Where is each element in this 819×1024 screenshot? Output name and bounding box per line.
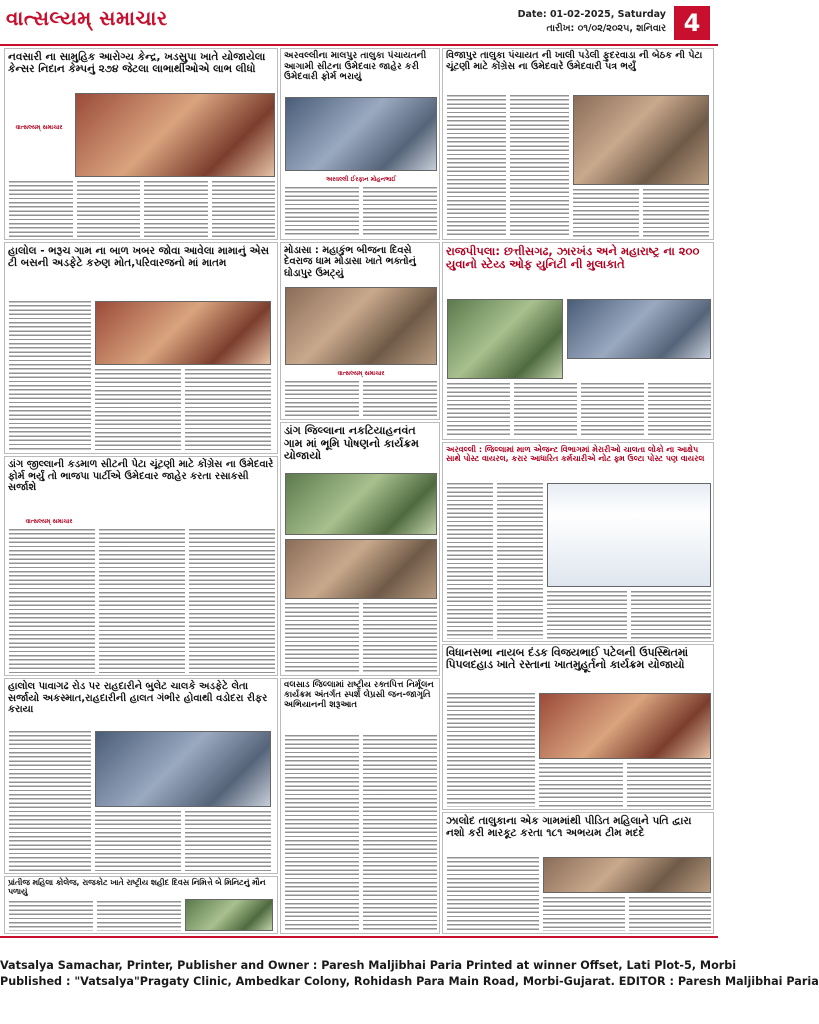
- story-headline: હાલોલ પાવાગઢ રોડ પર રાહદારીને બુલેટ ચાલકે અડફેટે લેતા સર્જાયો અકસ્માત,રાહદારીની હાલત ગંભીર હોવાથી વડોદરા રીફર કરાયા: [8, 681, 268, 715]
- story-body: [447, 857, 539, 931]
- story-photo: [573, 95, 709, 185]
- story-photo: [185, 899, 273, 931]
- story-photo: [285, 97, 437, 171]
- story-photo-2: [285, 539, 437, 599]
- story-byline: વાત્સલ્યમ્ સમાચાર: [25, 518, 73, 525]
- story-halol-bullet-accident: [4, 678, 278, 874]
- story-body-2: [95, 811, 271, 871]
- story-headline: વિધાનસભા નાયબ દંડક વિજયભાઈ પટેલની ઉપસ્થિતમાં પિપલદહાડ ખાતે રસ્તાના ખાતમુહૂર્તનો કાર્યક્રમ યોજાયો: [446, 646, 689, 672]
- story-headline: અરવલ્લી : જિલ્લામાં માળ એજન્ટ વિભાગમાં મેરારીઓ ચાલતા લોકો ના આક્ષેપ સાથે પોસ્ટ વાયરલ, કરાર આધારિત કર્મચારીએ નોટ ફ્ર્મ ઉલ્ટા પોસ્ટ પણ વાયરલ: [446, 445, 705, 464]
- story-malpur-election: [280, 48, 440, 240]
- story-dang-bhumi-poshan: [280, 422, 440, 676]
- story-headline: ડાંગ જિલ્લાના નકટિયાહનવંત ગામ માં ભૂમિ પોષણનો કાર્યક્રમ યોજાયો: [284, 424, 419, 463]
- story-halol-bus-accident: [4, 242, 278, 454]
- story-body: [285, 381, 437, 417]
- story-photo: [285, 473, 437, 535]
- story-headline: પ્રાંતીજ મહિલા કોલેજ, રાજકોટ ખાતે રાષ્ટ્રીય શહીદ દિવસ નિમિત્તે બે મિનિટનું મૌન પળાયું: [8, 878, 266, 896]
- story-headline: અરવલ્લીના માલપુર તાલુકા પંચાયતની આગામી સીટના ઉમેદવાર જાહેર કરી ઉમેદવારી ફોર્મ ભરાયું: [284, 50, 427, 83]
- story-body: [9, 301, 91, 451]
- story-byline: વાત્સલ્યમ્ સમાચાર: [337, 370, 385, 377]
- story-body: [447, 483, 543, 639]
- story-photo: [285, 287, 437, 365]
- story-photo-2: [567, 299, 711, 359]
- story-headline: વિજાપુર તાલુકા પંચાયત ની ખાલી પડેલી ફુદરવાડા ની બેઠક ની પેટા ચૂંટણી માટે કોંગ્રેસ ના ઉમેદવારે ઉમેદવારી પત્ર ભર્યું: [446, 50, 703, 72]
- publisher-footer: [0, 936, 819, 1024]
- story-byline: વાત્સલ્યમ્ સમાચાર: [15, 124, 63, 131]
- story-body-2: [95, 369, 271, 451]
- story-modasa-mahakumbh: [280, 242, 440, 420]
- story-body: [9, 901, 181, 931]
- story-body: [9, 731, 91, 871]
- story-valsad-leprosy: [280, 678, 440, 934]
- story-rajpipla-statue-of-unity: [442, 242, 714, 440]
- story-navsari-cancer-camp: [4, 48, 278, 240]
- story-photo: [539, 693, 711, 759]
- story-body: [9, 529, 275, 673]
- story-headline: ડાંગ જીલ્લાની કડમાળ સીટની પેટા ચૂંટણી માટે કોંગ્રેસ ના ઉમેદવારે ફોર્મ ભર્યું તો ભાજપા પાર્ટીએ ઉમેદવાર જાહેર કરતા રસાકસી સર્જાશે: [8, 459, 274, 493]
- story-headline: હાલોલ - ભરૂચ ગામ ના બાળ ખબર જોવા આવેલા મામાનું એસ ટી બસની અડફેટે કરુણ મોત,પરિવારજનો માં માતમ: [8, 245, 270, 270]
- footer-line-2: Published : "Vatsalya"Pragaty Clinic, Ambedkar Colony, Rohidash Para Main Road, Morbi-Gujarat. EDITOR : Paresh Maljibhai Paria: [0, 975, 819, 988]
- story-body: [447, 95, 569, 237]
- date-english: Date: 01-02-2025, Saturday: [517, 9, 666, 20]
- story-body-2: [573, 189, 709, 237]
- story-screenshot: [547, 483, 711, 587]
- date-box: [518, 8, 666, 36]
- story-body-2: [547, 591, 711, 639]
- story-pipaldahad-road: [442, 644, 714, 810]
- footer-line-1: Vatsalya Samachar, Printer, Publisher and Owner : Paresh Maljibhai Paria Printed at winner Offset, Lati Plot-5, Morbi: [0, 959, 737, 972]
- masthead-title: વાત્સલ્યમ્ સમાચાર: [6, 6, 168, 30]
- story-body: [285, 187, 437, 237]
- story-photo: [543, 857, 711, 893]
- story-headline: મોડાસા : મહાકુંભ બીજના દિવસે દેવરાજ ધામ મોડાસા ખાતે ભક્તોનું ઘોડાપુર ઉમટ્યું: [284, 245, 416, 279]
- story-body: [447, 693, 535, 807]
- story-body-2: [543, 897, 711, 931]
- story-photo: [95, 301, 271, 365]
- story-byline: અરવલ્લી ઈરફાન મોહનભાઈ: [325, 176, 397, 183]
- story-photo: [75, 93, 275, 177]
- story-headline: વલસાડ જિલ્લામાં રાષ્ટ્રીય રક્તપિત્ત નિર્મૂલન કાર્યક્રમ અંતર્ગત સ્પર્શ લેપ્રસી જન-જાગૃતિ અભિયાનની શરૂઆત: [284, 680, 434, 710]
- story-jhalod-abhayam: [442, 812, 714, 934]
- page-number: 4: [674, 6, 710, 40]
- story-vijapur-congress: [442, 48, 714, 240]
- story-dang-kadmal-election: [4, 456, 278, 676]
- story-body-2: [539, 763, 711, 807]
- story-headline: ઝાલોદ તાલુકાના એક ગામમાંથી પીડિત મહિલાને પતિ દ્વારા નશો કરી મારકૂટ કરતા ૧૮૧ અભયમ ટીમ મદદે: [446, 815, 692, 840]
- date-gujarati: તારીખ: ૦૧/૦૨/૨૦૨૫, શનિવાર: [546, 23, 666, 34]
- story-body: [447, 383, 711, 437]
- story-headline: નવસારી ના સામુહિક આરોગ્ય કેન્દ્ર, ખડસુપા ખાતે યોજાયેલા કેન્સર નિદાન કેમ્પનું ૨૭૪ જેટલા લાભાર્થીઓએ લાભ લીધો: [8, 51, 266, 76]
- story-aravalli-post-viral: [442, 442, 714, 642]
- story-body: [285, 735, 437, 931]
- story-prantij-martyrs-day: [4, 876, 278, 934]
- masthead: [0, 0, 718, 46]
- story-photo: [447, 299, 563, 379]
- story-body: [285, 603, 437, 673]
- story-photo: [95, 731, 271, 807]
- story-headline: રાજપીપલા: છત્તીસગઢ, ઝારખંડ અને મહારાષ્ટ્ર ના ૨૦૦ યુવાનો સ્ટેય્ડ ઓફ યુનિટી ની મુલાકાતે: [446, 244, 700, 272]
- story-body: [9, 181, 275, 237]
